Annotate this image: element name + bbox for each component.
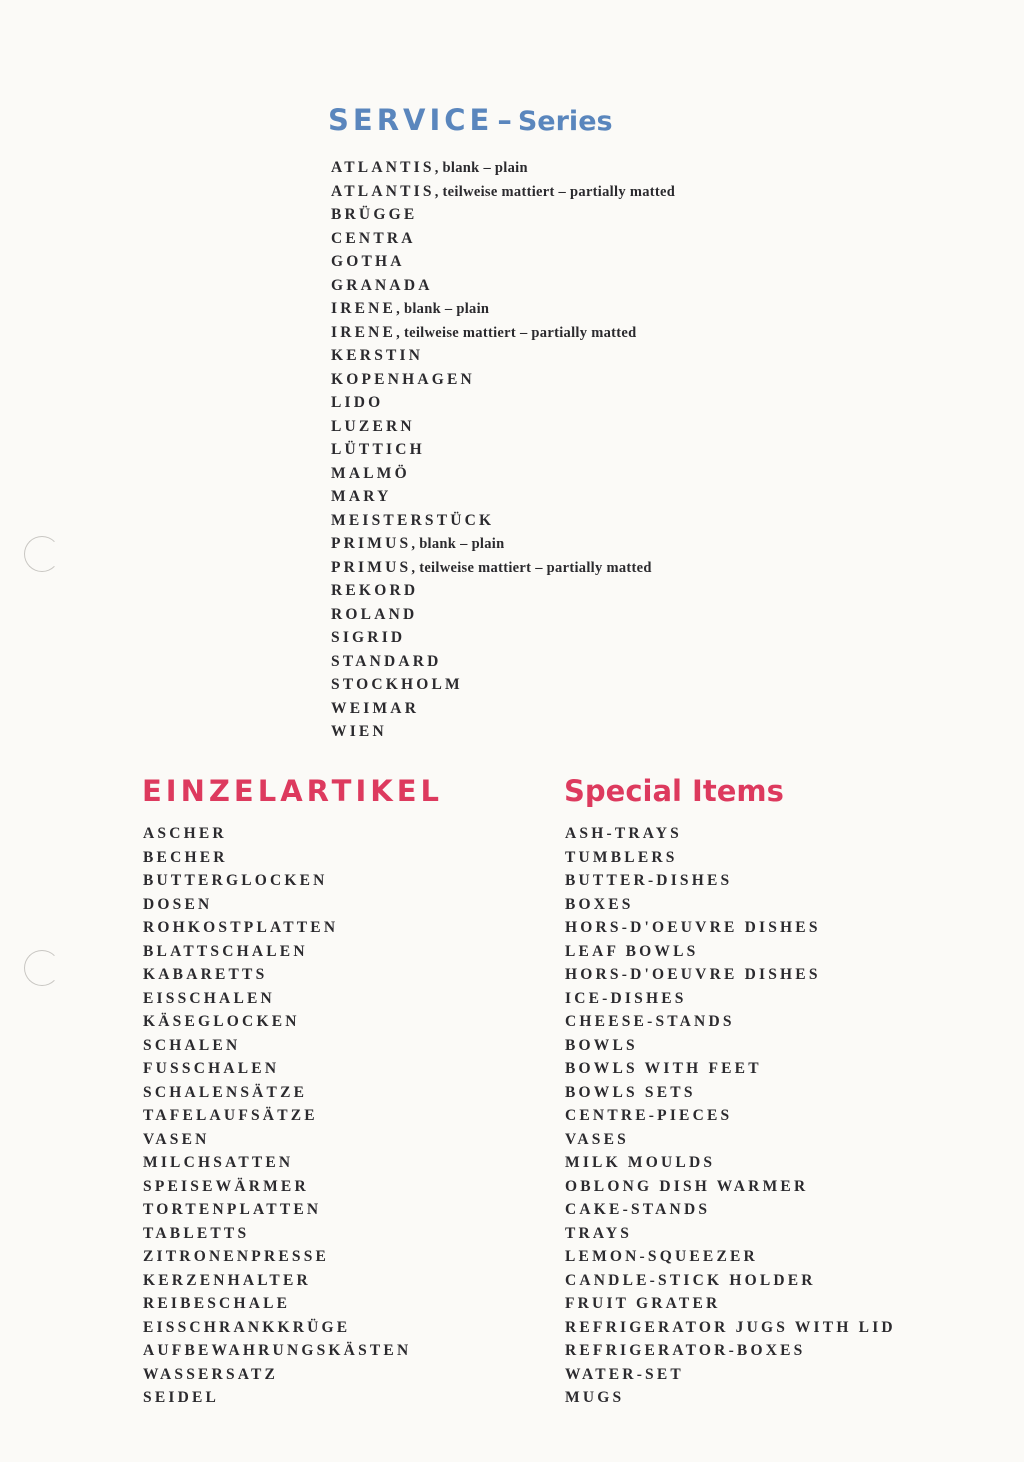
- service-item-note: , blank – plain: [411, 536, 505, 552]
- einzelartikel-item: ZITRONENPRESSE: [143, 1248, 330, 1265]
- einzelartikel-item: BUTTERGLOCKEN: [143, 872, 328, 889]
- service-heading-series: Series: [517, 106, 613, 137]
- service-list-item: [331, 438, 675, 462]
- special-item: HORS-D'OEUVRE DISHES: [565, 919, 821, 936]
- service-list-item: [331, 579, 675, 603]
- special-item: BOWLS: [565, 1036, 638, 1054]
- service-item-name: KOPENHAGEN: [331, 370, 475, 388]
- service-item-name: LUZERN: [331, 417, 415, 435]
- service-item-name: WIEN: [331, 723, 387, 740]
- service-list-item: [331, 297, 675, 321]
- einzelartikel-item: VASEN: [143, 1130, 210, 1148]
- special-item: MUGS: [565, 1389, 625, 1406]
- einzelartikel-item: SCHALENSÄTZE: [143, 1083, 308, 1101]
- service-series-heading: [328, 103, 613, 137]
- service-list-item: [331, 391, 675, 415]
- einzelartikel-item: ROHKOSTPLATTEN: [143, 919, 339, 936]
- service-heading-dash: –: [497, 103, 512, 137]
- service-item-note: , teilweise mattiert – partially matted: [434, 183, 676, 200]
- einzelartikel-item: TAFELAUFSÄTZE: [143, 1107, 318, 1124]
- service-item-name: IRENE: [331, 323, 397, 341]
- special-item: VASES: [565, 1130, 629, 1148]
- service-item-note: , blank – plain: [434, 160, 528, 176]
- service-list-item: [331, 321, 675, 345]
- service-item-name: ATLANTIS: [331, 182, 435, 200]
- service-item-name: PRIMUS: [331, 535, 412, 552]
- special-item: ASH-TRAYS: [565, 825, 682, 842]
- einzelartikel-item: KABARETTS: [143, 966, 268, 983]
- einzelartikel-item: WASSERSATZ: [143, 1365, 279, 1383]
- service-list-item: [331, 227, 675, 251]
- special-item: BOWLS WITH FEET: [565, 1060, 762, 1077]
- punch-hole-lower: [24, 950, 60, 986]
- special-item: LEAF BOWLS: [565, 942, 699, 960]
- service-item-name: KERSTIN: [331, 347, 424, 364]
- einzelartikel-item: TORTENPLATTEN: [143, 1201, 322, 1218]
- einzelartikel-item: EISSCHALEN: [143, 989, 275, 1007]
- special-item: REFRIGERATOR JUGS WITH LID: [565, 1318, 896, 1336]
- special-item: OBLONG DISH WARMER: [565, 1177, 809, 1195]
- service-list-item: [331, 650, 675, 674]
- service-list-item: [331, 697, 675, 721]
- service-list-item: [331, 156, 675, 180]
- service-item-name: MEISTERSTÜCK: [331, 511, 495, 529]
- special-item: MILK MOULDS: [565, 1154, 716, 1171]
- service-list-item: [331, 626, 675, 650]
- service-item-name: STOCKHOLM: [331, 676, 463, 693]
- special-items-heading: Special Items: [564, 774, 784, 808]
- special-item: CAKE-STANDS: [565, 1201, 711, 1218]
- service-list-item: [331, 203, 675, 227]
- einzelartikel-item: KERZENHALTER: [143, 1271, 311, 1289]
- einzelartikel-item: AUFBEWAHRUNGSKÄSTEN: [143, 1342, 412, 1359]
- einzelartikel-item: KÄSEGLOCKEN: [143, 1013, 300, 1030]
- service-list-item: [331, 509, 675, 533]
- einzelartikel-item: DOSEN: [143, 895, 213, 913]
- service-item-name: WEIMAR: [331, 699, 420, 717]
- special-item: ICE-DISHES: [565, 989, 687, 1007]
- special-item: LEMON-SQUEEZER: [565, 1248, 758, 1265]
- einzelartikel-item: MILCHSATTEN: [143, 1154, 294, 1171]
- service-item-name: MALMÖ: [331, 464, 410, 482]
- service-item-name: BRÜGGE: [331, 206, 418, 223]
- special-item: REFRIGERATOR-BOXES: [565, 1342, 806, 1359]
- special-items-list: [565, 822, 896, 1410]
- service-list-item: [331, 368, 675, 392]
- service-list-item: [331, 344, 675, 368]
- einzelartikel-item: SPEISEWÄRMER: [143, 1177, 309, 1195]
- special-item: WATER-SET: [565, 1365, 684, 1383]
- service-item-name: MARY: [331, 488, 392, 505]
- special-item: TRAYS: [565, 1224, 633, 1242]
- einzelartikel-heading: EINZELARTIKEL: [142, 774, 443, 808]
- einzelartikel-item: EISSCHRANKKRÜGE: [143, 1318, 351, 1336]
- service-item-name: ATLANTIS: [331, 159, 435, 176]
- einzelartikel-item: BLATTSCHALEN: [143, 942, 308, 960]
- service-item-name: SIGRID: [331, 629, 406, 646]
- service-item-name: LIDO: [331, 394, 384, 411]
- special-item: BUTTER-DISHES: [565, 872, 733, 889]
- service-item-note: , teilweise mattiert – partially matted: [396, 324, 637, 341]
- service-list-item: [331, 485, 675, 509]
- service-item-name: LÜTTICH: [331, 441, 425, 458]
- service-list-item: [331, 603, 675, 627]
- service-item-name: STANDARD: [331, 652, 442, 670]
- special-item: CHEESE-STANDS: [565, 1013, 735, 1030]
- service-list-item: [331, 532, 675, 556]
- service-item-note: , blank – plain: [396, 301, 490, 317]
- special-item: BOXES: [565, 895, 634, 913]
- einzelartikel-list: [143, 822, 411, 1410]
- einzelartikel-item: SEIDEL: [143, 1389, 220, 1406]
- einzelartikel-item: REIBESCHALE: [143, 1295, 291, 1312]
- service-item-name: ROLAND: [331, 605, 418, 623]
- special-item: CENTRE-PIECES: [565, 1107, 733, 1124]
- special-item: CANDLE-STICK HOLDER: [565, 1271, 816, 1289]
- service-item-name: CENTRA: [331, 229, 416, 247]
- einzelartikel-item: ASCHER: [143, 825, 227, 842]
- service-list-item: [331, 415, 675, 439]
- einzelartikel-item: TABLETTS: [143, 1224, 250, 1242]
- einzelartikel-item: BECHER: [143, 848, 228, 866]
- special-item: HORS-D'OEUVRE DISHES: [565, 966, 821, 983]
- einzelartikel-item: FUSSCHALEN: [143, 1060, 280, 1077]
- special-item: BOWLS SETS: [565, 1083, 696, 1101]
- service-list-item: [331, 673, 675, 697]
- service-series-list: [331, 156, 675, 744]
- service-list-item: [331, 556, 675, 580]
- special-item: FRUIT GRATER: [565, 1295, 721, 1312]
- service-item-name: REKORD: [331, 582, 419, 599]
- service-item-note: , teilweise mattiert – partially matted: [411, 559, 652, 576]
- service-item-name: PRIMUS: [331, 558, 412, 576]
- service-item-name: IRENE: [331, 300, 397, 317]
- einzelartikel-item: SCHALEN: [143, 1036, 241, 1054]
- service-list-item: [331, 250, 675, 274]
- service-heading-caps: SERVICE: [328, 103, 494, 137]
- service-list-item: [331, 462, 675, 486]
- service-list-item: [331, 720, 675, 744]
- service-item-name: GOTHA: [331, 253, 405, 270]
- punch-hole-upper: [24, 536, 60, 572]
- service-list-item: [331, 274, 675, 298]
- service-item-name: GRANADA: [331, 276, 433, 294]
- service-list-item: [331, 180, 675, 204]
- special-item: TUMBLERS: [565, 848, 678, 866]
